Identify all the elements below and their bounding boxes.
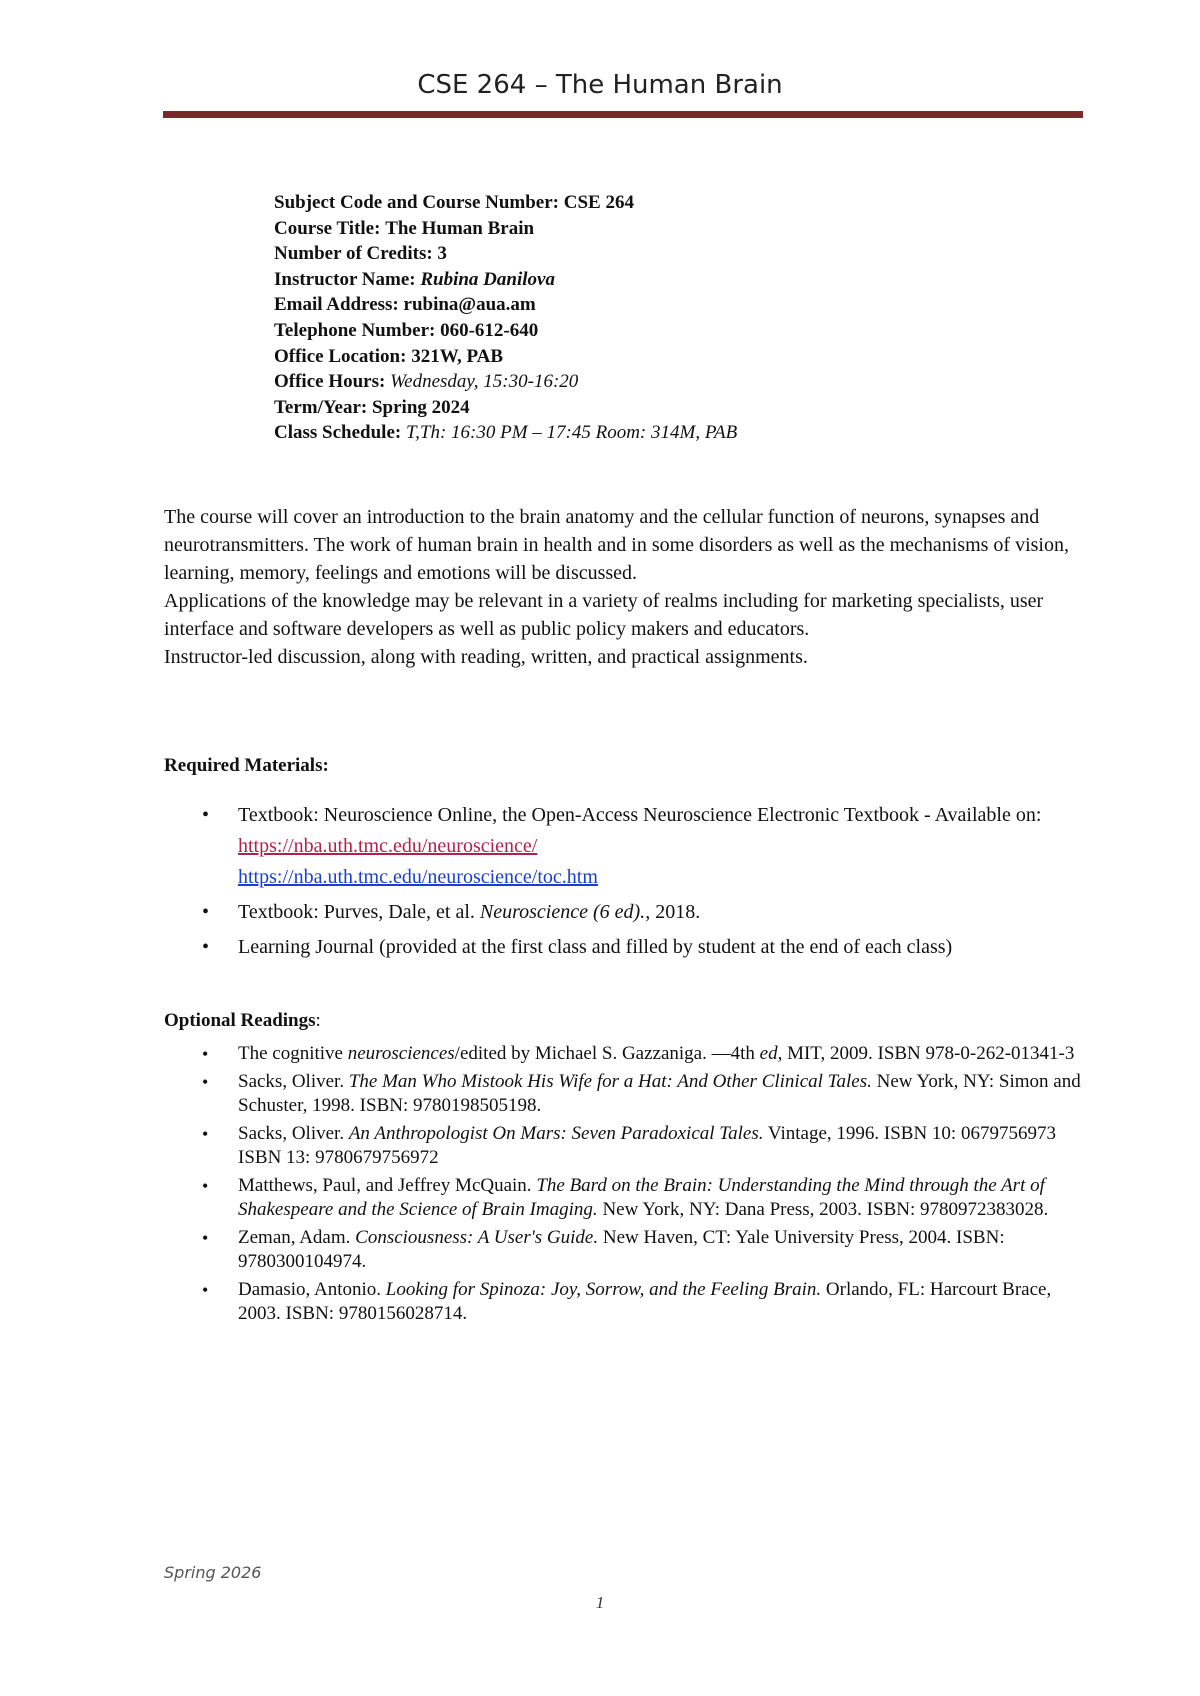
list-item: • Damasio, Antonio. Looking for Spinoza: Joy, Sorrow, and the Feeling Brain. Orlando, FL: Harcourt Brace, 2003. ISBN: 9780156028714. — [202, 1278, 1052, 1324]
header-divider — [163, 111, 1083, 118]
bullet-icon: • — [202, 1279, 209, 1300]
course-description — [164, 503, 1084, 671]
bullet-icon: • — [202, 1123, 209, 1144]
bullet-icon: • — [202, 1175, 209, 1196]
optional-readings-list — [164, 1042, 1084, 1330]
info-row-credits: Number of Credits: 3 — [274, 243, 447, 265]
info-row-office-location: Office Location: 321W, PAB — [274, 345, 504, 367]
info-row-class-schedule: Class Schedule: T,Th: 16:30 PM – 17:45 Room: 314M, PAB — [274, 422, 738, 444]
list-item: • Zeman, Adam. Consciousness: A User's Guide. New Haven, CT: Yale University Press, 2004. ISBN: 9780300104974. — [202, 1226, 1005, 1272]
bullet-icon: • — [202, 1227, 209, 1248]
neuroscience-toc-link[interactable]: https://nba.uth.tmc.edu/neuroscience/toc.htm — [238, 866, 598, 888]
bullet-icon: • — [202, 804, 210, 826]
footer-term: Spring 2026 — [164, 1563, 262, 1582]
optional-readings-heading: Optional Readings: — [164, 1010, 321, 1031]
list-item: • The cognitive neurosciences/edited by Michael S. Gazzaniga. —4th ed, MIT, 2009. ISBN 978-0-262-01341-3 — [164, 1042, 1084, 1067]
page-header-title: CSE 264 – The Human Brain — [417, 70, 783, 100]
course-info-block — [274, 190, 737, 446]
info-row-subject-code: Subject Code and Course Number: CSE 264 — [274, 192, 634, 213]
description-paragraph: Applications of the knowledge may be relevant in a variety of realms including for marketing specialists, user interface and software developers as well as public policy makers and educators. — [164, 590, 1044, 640]
info-row-telephone: Telephone Number: 060-612-640 — [274, 319, 539, 341]
list-item: • Sacks, Oliver. The Man Who Mistook His Wife for a Hat: And Other Clinical Tales. New York, NY: Simon and Schuster, 1998. ISBN: 9780198505198. — [202, 1070, 1081, 1116]
info-row-email: Email Address: rubina@aua.am — [274, 294, 536, 316]
page-number: 1 — [595, 1593, 605, 1612]
bullet-icon: • — [202, 901, 210, 923]
list-item: • Textbook: Purves, Dale, et al. Neuroscience (6 ed)., 2018. — [164, 897, 1084, 928]
list-item: • Textbook: Neuroscience Online, the Open-Access Neuroscience Electronic Textbook - Available on: https://nba.uth.tmc.edu/neuroscience/ https://nba.uth.tmc.edu/neuroscience/toc.htm — [164, 800, 1084, 893]
description-paragraph: The course will cover an introduction to the brain anatomy and the cellular function of neurons, synapses and neurotransmitters. The work of human brain in health and in some disorders as well as the mechanisms of vision, learning, memory, feelings and emotions will be discussed. — [164, 506, 1069, 584]
list-item: • Learning Journal (provided at the first class and filled by student at the end of each class) — [164, 932, 1084, 963]
description-paragraph: Instructor-led discussion, along with reading, written, and practical assignments. — [164, 646, 808, 668]
info-row-course-title: Course Title: The Human Brain — [274, 217, 535, 239]
info-row-office-hours: Office Hours: Wednesday, 15:30-16:20 — [274, 371, 579, 393]
info-row-instructor: Instructor Name: Rubina Danilova — [274, 268, 555, 290]
required-materials-heading: Required Materials: — [164, 755, 329, 776]
list-item: • Matthews, Paul, and Jeffrey McQuain. The Bard on the Brain: Understanding the Mind through the Art of Shakespeare and the Science of Brain Imaging. New York, NY: Dana Press, 2003. ISBN: 9780972383028. — [202, 1174, 1049, 1220]
bullet-icon: • — [202, 1071, 209, 1092]
bullet-icon: • — [202, 936, 210, 958]
list-item: • Sacks, Oliver. An Anthropologist On Mars: Seven Paradoxical Tales. Vintage, 1996. ISBN 10: 0679756973 ISBN 13: 9780679756972 — [202, 1122, 1056, 1168]
bullet-icon: • — [202, 1044, 209, 1064]
required-materials-list — [164, 800, 1084, 967]
info-row-term: Term/Year: Spring 2024 — [274, 396, 470, 418]
neuroscience-online-link[interactable]: https://nba.uth.tmc.edu/neuroscience/ — [238, 835, 538, 857]
